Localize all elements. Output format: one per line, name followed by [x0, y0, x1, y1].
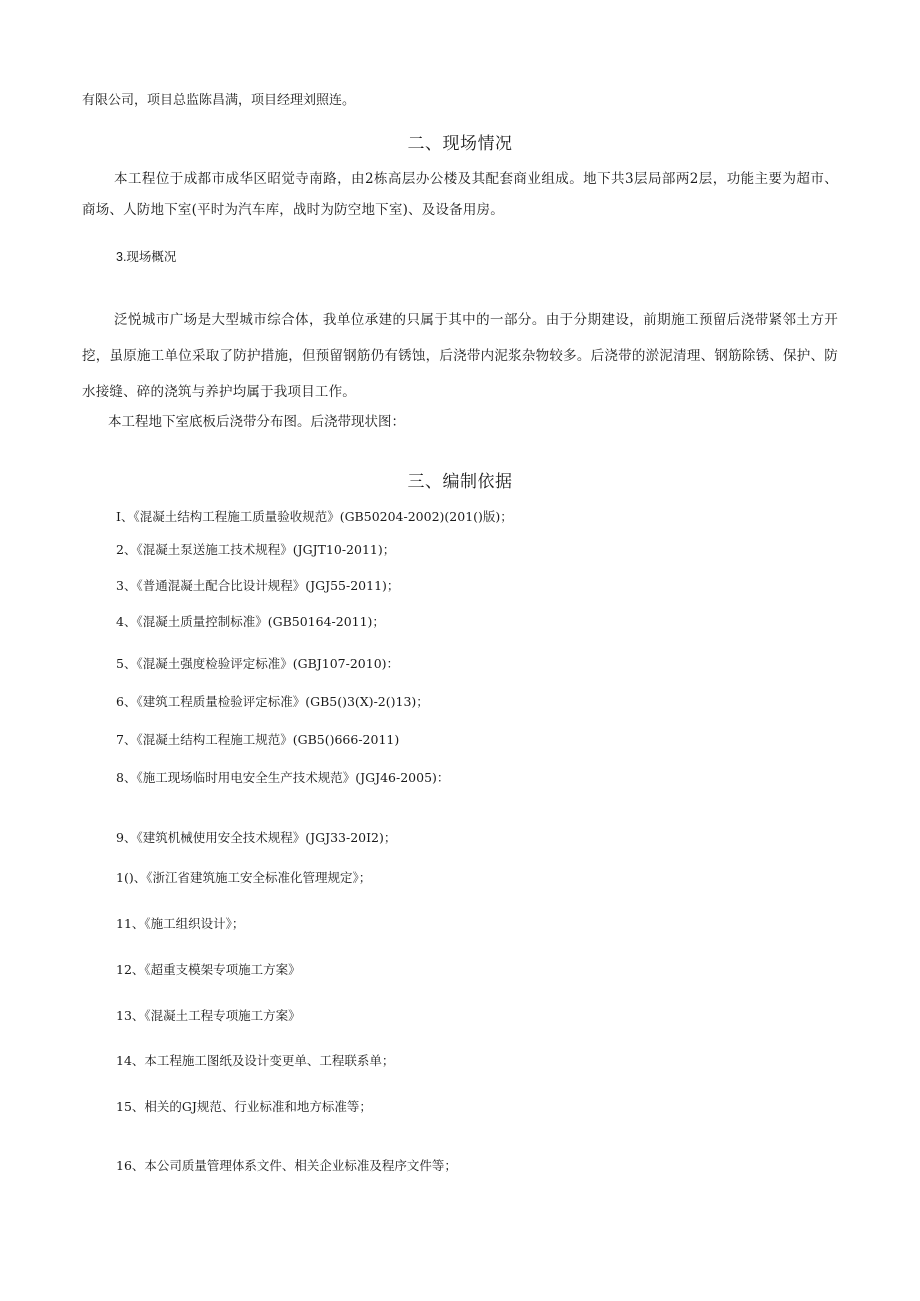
reference-item: 2、《混凝土泵送施工技术规程》(JGJT10-2011)；: [116, 542, 396, 557]
site-overview-subheading: 3.现场概况: [116, 250, 177, 264]
section-3-title: 三、编制依据: [407, 472, 513, 492]
reference-item: 13、《混凝土工程专项施工方案》: [116, 1008, 301, 1023]
reference-item: 15、相关的GJ规范、行业标准和地方标准等；: [116, 1099, 372, 1114]
reference-item: 11、《施工组织设计》；: [116, 916, 245, 931]
reference-item: 5、《混凝土强度检验评定标准》(GBJ107-2010)：: [116, 656, 400, 671]
reference-item: 7、《混凝土结构工程施工规范》(GB5()666-2011): [116, 732, 400, 747]
reference-item: 3、《普通混凝土配合比设计规程》(JGJ55-2011)；: [116, 578, 400, 593]
site-overview-paragraph: 泛悦城市广场是大型城市综合体，我单位承建的只属于其中的一部分。由于分期建设，前期施工预留后浇带紧邻土方开挖，虽原施工单位采取了防护措施，但预留钢筋仍有锈蚀，后浇带内泥浆杂物较多。后浇带的淤泥清理、钢筋除锈、保护、防水接缝、碎的浇筑与养护均属于我项目工作。: [82, 312, 838, 400]
figure-caption: 本工程地下室底板后浇带分布图。后浇带现状图：: [108, 414, 405, 430]
reference-item: 12、《超重支模架专项施工方案》: [116, 962, 301, 977]
section-2-title: 二、现场情况: [407, 134, 513, 154]
reference-item: 1()、《浙江省建筑施工安全标准化管理规定》；: [116, 870, 372, 885]
reference-item: 9、《建筑机械使用安全技术规程》(JGJ33-20I2)；: [116, 830, 397, 845]
reference-item: 16、本公司质量管理体系文件、相关企业标准及程序文件等；: [116, 1158, 457, 1173]
reference-item: 14、本工程施工图纸及设计变更单、工程联系单；: [116, 1053, 395, 1068]
site-description-paragraph: 本工程位于成都市成华区昭觉寺南路，由2栋高层办公楼及其配套商业组成。地下共3层局部两2层，功能主要为超市、商场、人防地下室(平时为汽车库，战时为防空地下室)、及设备用房。: [82, 171, 838, 218]
intro-fragment: 有限公司，项目总监陈昌满，项目经理刘照连。: [82, 93, 356, 108]
reference-item: 6、《建筑工程质量检验评定标准》(GB5()3(X)-2()13)；: [116, 694, 429, 709]
reference-item: I、《混凝土结构工程施工质量验收规范》(GB50204-2002)(201()版)；: [116, 509, 513, 524]
reference-item: 4、《混凝土质量控制标准》(GB50164-2011)；: [116, 614, 385, 629]
reference-item: 8、《施工现场临时用电安全生产技术规范》(JGJ46-2005)：: [116, 770, 450, 785]
